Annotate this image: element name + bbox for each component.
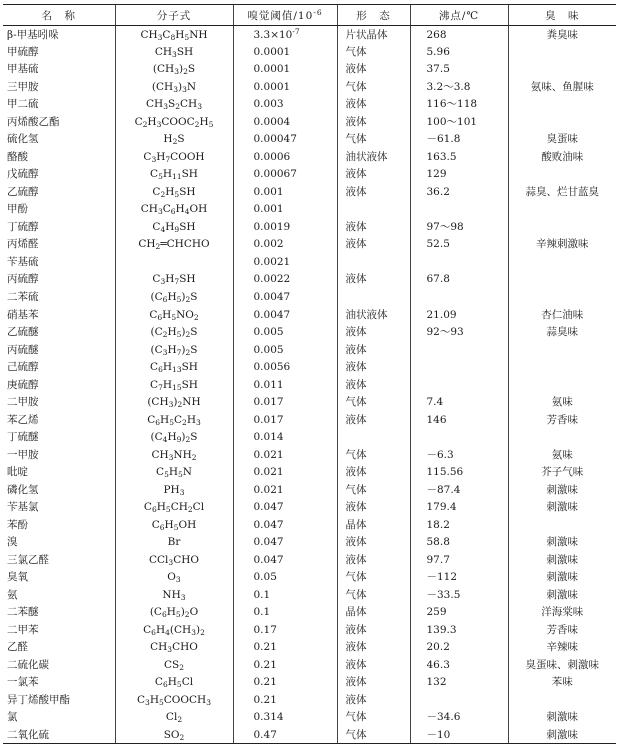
cell-formula: $Cl_2$: [115, 709, 233, 727]
cell-formula: $C_3H_7SH$: [115, 271, 233, 289]
cell-odor: 氨味、鱼腥味: [508, 78, 616, 96]
cell-odor: [508, 218, 616, 236]
cell-odor: 氨味: [508, 393, 616, 411]
cell-state: 液体: [337, 463, 410, 481]
cell-formula: [115, 253, 233, 271]
cell-threshold: 0.017: [233, 393, 337, 411]
cell-boiling-point: 97～98: [410, 218, 508, 236]
cell-boiling-point: 179.4: [410, 498, 508, 516]
cell-odor: [508, 61, 616, 79]
table-row: [3, 43, 616, 61]
cell-odor: [508, 428, 616, 446]
cell-formula: Br: [115, 533, 233, 551]
cell-boiling-point: [410, 341, 508, 359]
table-row: [3, 236, 616, 254]
cell-state: 油状液体: [337, 306, 410, 324]
cell-state: 液体: [337, 341, 410, 359]
cell-odor: 蒜臭味: [508, 323, 616, 341]
cell-state: 油状液体: [337, 148, 410, 166]
cell-odor: 刺激味: [508, 586, 616, 604]
table-row: [3, 253, 616, 271]
cell-state: 气体: [337, 709, 410, 727]
cell-boiling-point: 67.8: [410, 271, 508, 289]
cell-threshold: 0.011: [233, 376, 337, 394]
cell-name: 苯乙烯: [7, 413, 39, 426]
cell-formula: $(C_3H_7)_2S$: [115, 341, 233, 359]
cell-formula: $C_7H_{15}SH$: [115, 376, 233, 394]
cell-threshold: 0.005: [233, 323, 337, 341]
table-row: [3, 218, 616, 236]
cell-boiling-point: －6.3: [410, 446, 508, 464]
cell-state: 液体: [337, 411, 410, 429]
cell-boiling-point: －34.6: [410, 709, 508, 727]
table-row: [3, 358, 616, 376]
odor-threshold-table: [3, 4, 616, 744]
cell-state: 液体: [337, 656, 410, 674]
cell-boiling-point: 21.09: [410, 306, 508, 324]
cell-boiling-point: 97.7: [410, 551, 508, 569]
cell-threshold: 0.021: [233, 481, 337, 499]
cell-name: 二苯硫: [7, 290, 39, 303]
table-row: [3, 341, 616, 359]
table-row: [3, 288, 616, 306]
cell-threshold: 0.0021: [233, 253, 337, 271]
cell-threshold: 0.0019: [233, 218, 337, 236]
cell-name: 苄基氯: [7, 501, 39, 514]
cell-odor: 氨味: [508, 446, 616, 464]
table-row: [3, 166, 616, 184]
cell-formula: $CH_3C_8H_5NH$: [115, 26, 233, 44]
cell-state: [337, 288, 410, 306]
cell-boiling-point: [410, 358, 508, 376]
cell-name: 一甲胺: [7, 448, 39, 461]
table-row: [3, 463, 616, 481]
cell-state: 液体: [337, 271, 410, 289]
header-name: 名 称: [3, 5, 115, 26]
cell-boiling-point: 116～118: [410, 96, 508, 114]
table-row: [3, 61, 616, 79]
cell-boiling-point: 58.8: [410, 533, 508, 551]
cell-threshold: 0.005: [233, 341, 337, 359]
header-boiling-point: 沸点/℃: [410, 5, 508, 26]
cell-odor: [508, 96, 616, 114]
cell-name: 臭氧: [7, 571, 28, 584]
cell-name: 苄基硫: [7, 255, 39, 268]
table-row: [3, 96, 616, 114]
cell-formula: $CH_3CHO$: [115, 639, 233, 657]
cell-odor: 刺激味: [508, 533, 616, 551]
table-row: [3, 533, 616, 551]
cell-state: 液体: [337, 236, 410, 254]
header-state: 形 态: [337, 5, 410, 26]
cell-threshold: 0.047: [233, 533, 337, 551]
cell-formula: CCl$_3$CHO: [115, 551, 233, 569]
cell-boiling-point: [410, 288, 508, 306]
table-row: [3, 78, 616, 96]
cell-boiling-point: 132: [410, 674, 508, 692]
table-row: [3, 709, 616, 727]
cell-boiling-point: 129: [410, 166, 508, 184]
cell-formula: $C_6H_5OH$: [115, 516, 233, 534]
header-formula: 分子式: [115, 5, 233, 26]
cell-name: 氨: [7, 588, 18, 601]
cell-formula: $H_2S$: [115, 131, 233, 149]
cell-threshold: 0.001: [233, 183, 337, 201]
cell-boiling-point: [410, 201, 508, 219]
cell-formula: $(CH_3)_3N$: [115, 78, 233, 96]
cell-state: [337, 428, 410, 446]
cell-state: 液体: [337, 533, 410, 551]
cell-threshold: 0.21: [233, 691, 337, 709]
cell-odor: 臭蛋味: [508, 131, 616, 149]
cell-odor: [508, 43, 616, 61]
cell-threshold: 0.00047: [233, 131, 337, 149]
cell-formula: $(C_6H_5)_2S$: [115, 288, 233, 306]
cell-formula: $CH_3S_2CH_3$: [115, 96, 233, 114]
cell-odor: 辛辣刺激味: [508, 236, 616, 254]
cell-odor: 苯味: [508, 674, 616, 692]
cell-name: 磷化氢: [7, 483, 39, 496]
cell-threshold: 0.0004: [233, 113, 337, 131]
cell-formula: $C_6H_5CH_2Cl$: [115, 498, 233, 516]
table-row: [3, 726, 616, 744]
cell-state: 液体: [337, 621, 410, 639]
cell-formula: $(C_4H_9)_2S$: [115, 428, 233, 446]
cell-odor: 刺激味: [508, 568, 616, 586]
cell-formula: $C_6H_5C_2H_3$: [115, 411, 233, 429]
cell-state: 液体: [337, 183, 410, 201]
cell-threshold: 0.003: [233, 96, 337, 114]
cell-name: 乙硫醚: [7, 326, 39, 339]
cell-threshold: 0.21: [233, 674, 337, 692]
cell-formula: $(CH_3)_2S$: [115, 61, 233, 79]
cell-state: [337, 201, 410, 219]
cell-formula: $NH_3$: [115, 586, 233, 604]
cell-threshold: 0.17: [233, 621, 337, 639]
cell-threshold: 0.0022: [233, 271, 337, 289]
cell-name: 乙醛: [7, 641, 28, 654]
cell-boiling-point: [410, 691, 508, 709]
cell-state: [337, 253, 410, 271]
cell-name: 丙烯醛: [7, 238, 39, 251]
cell-state: 液体: [337, 551, 410, 569]
cell-state: 晶体: [337, 516, 410, 534]
table-row: [3, 674, 616, 692]
cell-odor: 杏仁油味: [508, 306, 616, 324]
cell-formula: $CH_3NH_2$: [115, 446, 233, 464]
cell-boiling-point: 18.2: [410, 516, 508, 534]
cell-boiling-point: 36.2: [410, 183, 508, 201]
cell-odor: 洋海棠味: [508, 604, 616, 622]
cell-state: 气体: [337, 586, 410, 604]
cell-formula: $C_6H_{13}SH$: [115, 358, 233, 376]
table-row: [3, 691, 616, 709]
table-row: [3, 148, 616, 166]
cell-odor: 芥子气味: [508, 463, 616, 481]
cell-formula: $C_6H_5Cl$: [115, 674, 233, 692]
cell-threshold: 0.021: [233, 446, 337, 464]
cell-name: 乙硫醇: [7, 185, 39, 198]
cell-formula: $(C_6H_5)_2O$: [115, 604, 233, 622]
cell-formula: $C_3H_5COOCH_3$: [115, 691, 233, 709]
cell-name: 庚硫醇: [7, 378, 39, 391]
cell-threshold: 0.0006: [233, 148, 337, 166]
cell-boiling-point: 37.5: [410, 61, 508, 79]
table-row: [3, 568, 616, 586]
cell-state: 气体: [337, 393, 410, 411]
cell-state: 液体: [337, 61, 410, 79]
cell-formula: $C_3H_7COOH$: [115, 148, 233, 166]
cell-state: 液体: [337, 323, 410, 341]
cell-name: 酪酸: [7, 150, 28, 163]
table-row: [3, 639, 616, 657]
cell-name: 二硫化碳: [7, 658, 49, 671]
cell-boiling-point: 115.56: [410, 463, 508, 481]
header-row: [3, 5, 616, 26]
table-row: [3, 26, 616, 44]
cell-formula: $C_2H_5SH$: [115, 183, 233, 201]
cell-odor: [508, 376, 616, 394]
cell-name: 三甲胺: [7, 80, 39, 93]
cell-threshold: 0.21: [233, 639, 337, 657]
cell-threshold: 0.0001: [233, 61, 337, 79]
cell-boiling-point: 20.2: [410, 639, 508, 657]
cell-formula: $CS_2$: [115, 656, 233, 674]
cell-boiling-point: －33.5: [410, 586, 508, 604]
cell-state: 气体: [337, 43, 410, 61]
cell-threshold: 0.0047: [233, 306, 337, 324]
cell-boiling-point: 7.4: [410, 393, 508, 411]
table-row: [3, 498, 616, 516]
cell-formula: $C_5H_5N$: [115, 463, 233, 481]
cell-boiling-point: －10: [410, 726, 508, 744]
cell-name: 甲二硫: [7, 98, 39, 111]
cell-threshold: 0.0001: [233, 43, 337, 61]
cell-formula: $C_5H_{11}SH$: [115, 166, 233, 184]
cell-boiling-point: －61.8: [410, 131, 508, 149]
cell-name: 戊硫醇: [7, 168, 39, 181]
cell-name: 一氯苯: [7, 676, 39, 689]
table-row: [3, 113, 616, 131]
table-row: [3, 446, 616, 464]
cell-boiling-point: 100～101: [410, 113, 508, 131]
cell-threshold: $3.3\times 10^{-7}$: [233, 26, 337, 44]
cell-threshold: 0.021: [233, 463, 337, 481]
cell-formula: $C_4H_9SH$: [115, 218, 233, 236]
cell-state: 液体: [337, 376, 410, 394]
table-row: [3, 621, 616, 639]
cell-formula: $CH_3SH$: [115, 43, 233, 61]
cell-boiling-point: [410, 376, 508, 394]
cell-odor: 刺激味: [508, 481, 616, 499]
cell-threshold: 0.002: [233, 236, 337, 254]
cell-threshold: 0.21: [233, 656, 337, 674]
cell-state: 液体: [337, 113, 410, 131]
cell-state: 气体: [337, 568, 410, 586]
cell-name: 己硫醇: [7, 361, 39, 374]
cell-threshold: 0.017: [233, 411, 337, 429]
cell-state: 液体: [337, 166, 410, 184]
cell-boiling-point: 52.5: [410, 236, 508, 254]
table-row: [3, 201, 616, 219]
header-odor: 臭 味: [508, 5, 616, 26]
table-row: [3, 551, 616, 569]
cell-odor: [508, 166, 616, 184]
cell-name: 丁硫醚: [7, 431, 39, 444]
cell-name: 甲基硫: [7, 63, 39, 76]
cell-name: 二甲胺: [7, 396, 39, 409]
cell-boiling-point: 92～93: [410, 323, 508, 341]
cell-boiling-point: 163.5: [410, 148, 508, 166]
cell-state: 液体: [337, 498, 410, 516]
table-row: [3, 393, 616, 411]
table-row: [3, 376, 616, 394]
cell-threshold: 0.001: [233, 201, 337, 219]
cell-odor: 刺激味: [508, 709, 616, 727]
cell-state: 气体: [337, 481, 410, 499]
cell-odor: 芳香味: [508, 621, 616, 639]
cell-name: β-甲基吲哚: [7, 28, 59, 41]
table-row: [3, 656, 616, 674]
cell-state: 气体: [337, 446, 410, 464]
table-row: [3, 183, 616, 201]
cell-odor: 刺激味: [508, 551, 616, 569]
table-row: [3, 428, 616, 446]
cell-boiling-point: 259: [410, 604, 508, 622]
cell-odor: [508, 253, 616, 271]
table-body: [3, 26, 616, 744]
cell-name: 硫化氢: [7, 133, 39, 146]
cell-threshold: 0.047: [233, 551, 337, 569]
cell-formula: $(C_2H_5)_2S$: [115, 323, 233, 341]
cell-name: 溴: [7, 536, 18, 549]
cell-formula: $CH_3C_6H_4OH$: [115, 201, 233, 219]
cell-odor: [508, 271, 616, 289]
cell-boiling-point: －87.4: [410, 481, 508, 499]
cell-odor: 酸败油味: [508, 148, 616, 166]
cell-threshold: 0.0047: [233, 288, 337, 306]
cell-boiling-point: [410, 428, 508, 446]
cell-formula: $C_6H_5NO_2$: [115, 306, 233, 324]
cell-formula: $CH_2═CHCHO$: [115, 236, 233, 254]
cell-boiling-point: 3.2～3.8: [410, 78, 508, 96]
cell-state: 液体: [337, 96, 410, 114]
cell-boiling-point: －112: [410, 568, 508, 586]
cell-name: 二氧化硫: [3, 726, 115, 744]
cell-name: 丙硫醚: [7, 343, 39, 356]
cell-formula: $O_3$: [115, 568, 233, 586]
table-row: [3, 604, 616, 622]
header-threshold: 嗅觉阈值$/10^{-6}$: [233, 5, 337, 26]
cell-state: 气体: [337, 726, 410, 744]
cell-name: 丙烯酸乙酯: [7, 115, 60, 128]
cell-odor: [508, 516, 616, 534]
cell-state: 液体: [337, 691, 410, 709]
cell-odor: 刺激味: [508, 498, 616, 516]
cell-name: 三氯乙醛: [7, 553, 49, 566]
cell-boiling-point: 139.3: [410, 621, 508, 639]
cell-odor: [508, 691, 616, 709]
cell-name: 氯: [7, 711, 18, 724]
cell-name: 二苯醚: [7, 606, 39, 619]
cell-threshold: 0.1: [233, 604, 337, 622]
cell-formula: $C_6H_4(CH_3)_2$: [115, 621, 233, 639]
cell-boiling-point: 46.3: [410, 656, 508, 674]
cell-threshold: 0.047: [233, 498, 337, 516]
cell-state: 晶体: [337, 604, 410, 622]
cell-threshold: 0.0001: [233, 78, 337, 96]
cell-name: 丁硫醇: [7, 220, 39, 233]
cell-formula: $PH_3$: [115, 481, 233, 499]
cell-name: 硝基苯: [7, 308, 39, 321]
cell-threshold: 0.0056: [233, 358, 337, 376]
table-row: [3, 323, 616, 341]
cell-name: 吡啶: [7, 466, 28, 479]
cell-odor: 蒜臭、烂甘蓝臭: [508, 183, 616, 201]
cell-boiling-point: 5.96: [410, 43, 508, 61]
cell-odor: 辛辣味: [508, 639, 616, 657]
table-row: [3, 131, 616, 149]
cell-formula: $SO_2$: [115, 726, 233, 744]
table-row: [3, 306, 616, 324]
cell-state: 液体: [337, 218, 410, 236]
cell-name: 二甲苯: [7, 623, 39, 636]
cell-threshold: 0.05: [233, 568, 337, 586]
cell-formula: $C_2H_3COOC_2H_5$: [115, 113, 233, 131]
cell-name: 甲酚: [7, 203, 28, 216]
cell-threshold: 0.047: [233, 516, 337, 534]
table-header: [3, 5, 616, 26]
cell-state: 液体: [337, 639, 410, 657]
cell-threshold: 0.314: [233, 709, 337, 727]
cell-threshold: 0.014: [233, 428, 337, 446]
cell-boiling-point: [410, 253, 508, 271]
cell-odor: [508, 341, 616, 359]
cell-formula: $(CH_3)_2NH$: [115, 393, 233, 411]
cell-odor: 臭蛋味、刺激味: [508, 656, 616, 674]
table-row: [3, 481, 616, 499]
cell-threshold: 0.1: [233, 586, 337, 604]
table-row: [3, 516, 616, 534]
table-row: [3, 411, 616, 429]
cell-state: 气体: [337, 78, 410, 96]
cell-odor: 刺激味: [508, 726, 616, 744]
cell-state: 液体: [337, 674, 410, 692]
cell-odor: 粪臭味: [508, 26, 616, 44]
table-row: [3, 271, 616, 289]
cell-odor: [508, 358, 616, 376]
cell-threshold: 0.47: [233, 726, 337, 744]
cell-state: 气体: [337, 131, 410, 149]
cell-name: 苯酚: [7, 518, 28, 531]
cell-name: 甲硫醇: [7, 45, 39, 58]
cell-name: 异丁烯酸甲酯: [7, 693, 70, 706]
table-row: [3, 586, 616, 604]
cell-odor: [508, 113, 616, 131]
cell-name: 丙硫醇: [7, 273, 39, 286]
cell-state: 液体: [337, 358, 410, 376]
cell-boiling-point: 268: [410, 26, 508, 44]
cell-odor: [508, 201, 616, 219]
cell-boiling-point: 146: [410, 411, 508, 429]
cell-state: 片状晶体: [337, 26, 410, 44]
cell-odor: 芳香味: [508, 411, 616, 429]
cell-odor: [508, 288, 616, 306]
cell-threshold: 0.00067: [233, 166, 337, 184]
